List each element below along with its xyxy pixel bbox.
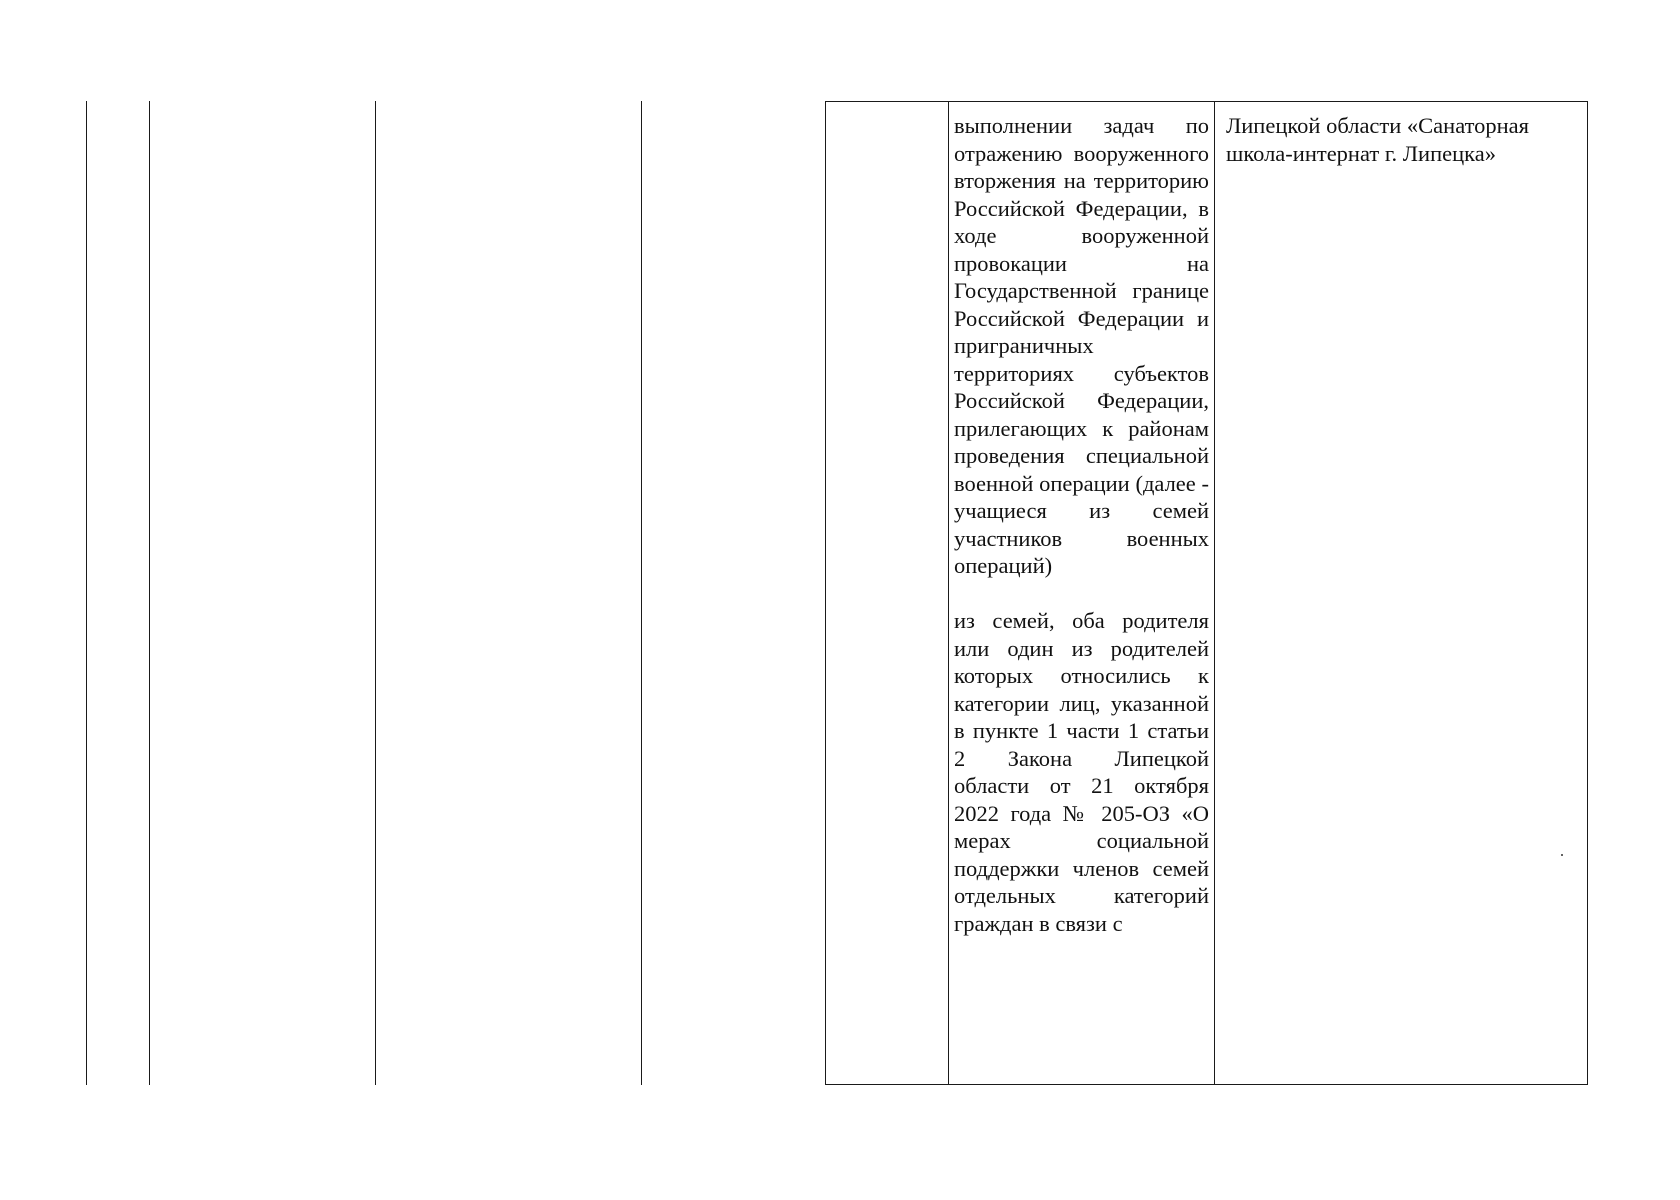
column-border-1 bbox=[86, 101, 87, 1085]
category-paragraph-1: выполнении задач по отражению вооруженного вторжения на территорию Российской Федерации, в ходе вооруженной провокации на Государственной границе Российской Федерации и приграничных территориях субъектов Российской Федерации, прилегающих к районам проведения специальной военной операции (далее - учащиеся из семей участников военных операций) bbox=[954, 113, 1209, 578]
scan-speck bbox=[1561, 854, 1563, 856]
table-cell-institution-name bbox=[1226, 112, 1576, 167]
table-column-divider-2 bbox=[1214, 102, 1215, 1084]
document-table bbox=[825, 101, 1588, 1085]
column-border-2 bbox=[149, 101, 150, 1085]
institution-name-text: Липецкой области «Санаторная школа-интернат г. Липецка» bbox=[1226, 113, 1530, 166]
column-border-3 bbox=[375, 101, 376, 1085]
table-column-divider-1 bbox=[948, 102, 949, 1084]
table-cell-category-description bbox=[954, 112, 1209, 937]
column-border-4 bbox=[641, 101, 642, 1085]
category-paragraph-2: из семей, оба родителя или один из родителей которых относились к категории лиц, указанной в пункте 1 части 1 статьи 2 Закона Липецкой области от 21 октября 2022 года № 205-ОЗ «О мерах социальной поддержки членов семей отдельных категорий граждан в связи с bbox=[954, 608, 1209, 936]
